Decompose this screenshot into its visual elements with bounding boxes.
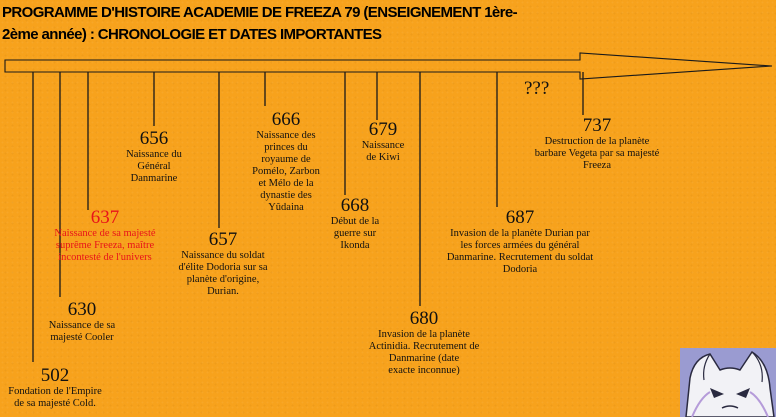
event-description-line: Durian. bbox=[207, 286, 239, 297]
event-year: 666 bbox=[271, 109, 301, 130]
event-656 bbox=[112, 129, 196, 185]
event-year: 630 bbox=[67, 299, 97, 320]
event-description-line: Danmarine (date bbox=[388, 353, 460, 364]
event-description-line: Naissance du bbox=[126, 149, 182, 160]
event-description-line: Début de la bbox=[330, 216, 380, 227]
event-description-line: et Mélo de la bbox=[258, 178, 314, 189]
title-line-1: PROGRAMME D'HISTOIRE ACADEMIE DE FREEZA 79 (ENSEIGNEMENT 1ère- bbox=[2, 4, 518, 21]
event-description-line: Naissance des bbox=[256, 130, 316, 141]
event-description-line: Naissance de sa majesté bbox=[54, 228, 156, 239]
event-description-line: guerre sur bbox=[333, 228, 377, 239]
event-description-line: Pomélo, Zarbon bbox=[252, 166, 320, 177]
cat-mascot-icon bbox=[680, 348, 776, 417]
event-description-line: Yûdaina bbox=[268, 202, 304, 213]
event-668 bbox=[318, 196, 392, 252]
event-description-line: Actinidia. Recrutement de bbox=[368, 341, 480, 352]
event-637 bbox=[38, 208, 172, 264]
event-description-line: Général bbox=[137, 161, 171, 172]
event-687 bbox=[440, 208, 600, 276]
event-description-line: princes du bbox=[264, 142, 308, 153]
title-line-2: 2ème année) : CHRONOLOGIE ET DATES IMPORTANTES bbox=[2, 26, 382, 43]
event-year: 668 bbox=[340, 195, 370, 216]
event-630 bbox=[30, 300, 134, 344]
event-description-line: de sa majesté Cold. bbox=[14, 398, 96, 409]
event-description-line: suprême Freeza, maître bbox=[55, 240, 155, 251]
event-description-line: Danmarine bbox=[130, 173, 178, 184]
event-description-line: Ikonda bbox=[340, 240, 370, 251]
event-description-line: planète d'origine, bbox=[186, 274, 260, 285]
event-year: 656 bbox=[139, 128, 169, 149]
event-year: 502 bbox=[40, 365, 70, 386]
event-year: 687 bbox=[505, 207, 535, 228]
event-description-line: Freeza bbox=[583, 160, 611, 171]
event-657 bbox=[168, 230, 278, 298]
event-description-line: Fondation de l'Empire bbox=[8, 386, 102, 397]
event-description-line: exacte inconnue) bbox=[388, 365, 460, 376]
event-year: 680 bbox=[409, 308, 439, 329]
event-description-line: incontesté de l'univers bbox=[58, 252, 152, 263]
event-description-line: dynastie des bbox=[260, 190, 312, 201]
event-description-line: Destruction de la planète bbox=[544, 136, 650, 147]
event-description-line: Dodoria bbox=[502, 264, 538, 275]
event-737 bbox=[522, 116, 672, 172]
event-description-line: Invasion de la planète bbox=[378, 329, 470, 340]
event-description-line: Naissance du soldat bbox=[181, 250, 265, 261]
event-679 bbox=[350, 120, 416, 164]
timeline-arrow bbox=[5, 53, 772, 79]
event-year: 737 bbox=[582, 115, 612, 136]
event-description-line: Danmarine. Recrutement du soldat bbox=[446, 252, 594, 263]
event-description-line: de Kiwi bbox=[366, 152, 400, 163]
event-description-line: royaume de bbox=[261, 154, 311, 165]
event-description-line: Naissance de sa bbox=[48, 320, 116, 331]
event-502 bbox=[0, 366, 110, 410]
event-666 bbox=[244, 110, 328, 214]
event-description-line: barbare Vegeta par sa majesté bbox=[534, 148, 660, 159]
event-description-line: les forces armées du général bbox=[460, 240, 580, 251]
event-description-line: Invasion de la planète Durian par bbox=[450, 228, 590, 239]
event-year: 679 bbox=[368, 119, 398, 140]
event-description-line: Naissance bbox=[361, 140, 405, 151]
event-description-line: d'élite Dodoria sur sa bbox=[178, 262, 268, 273]
event-680 bbox=[356, 309, 492, 377]
unknown-date-marks: ??? bbox=[524, 78, 550, 99]
event-description-line: majesté Cooler bbox=[50, 332, 114, 343]
event-year: 637 bbox=[90, 207, 120, 228]
event-year: 657 bbox=[208, 229, 238, 250]
